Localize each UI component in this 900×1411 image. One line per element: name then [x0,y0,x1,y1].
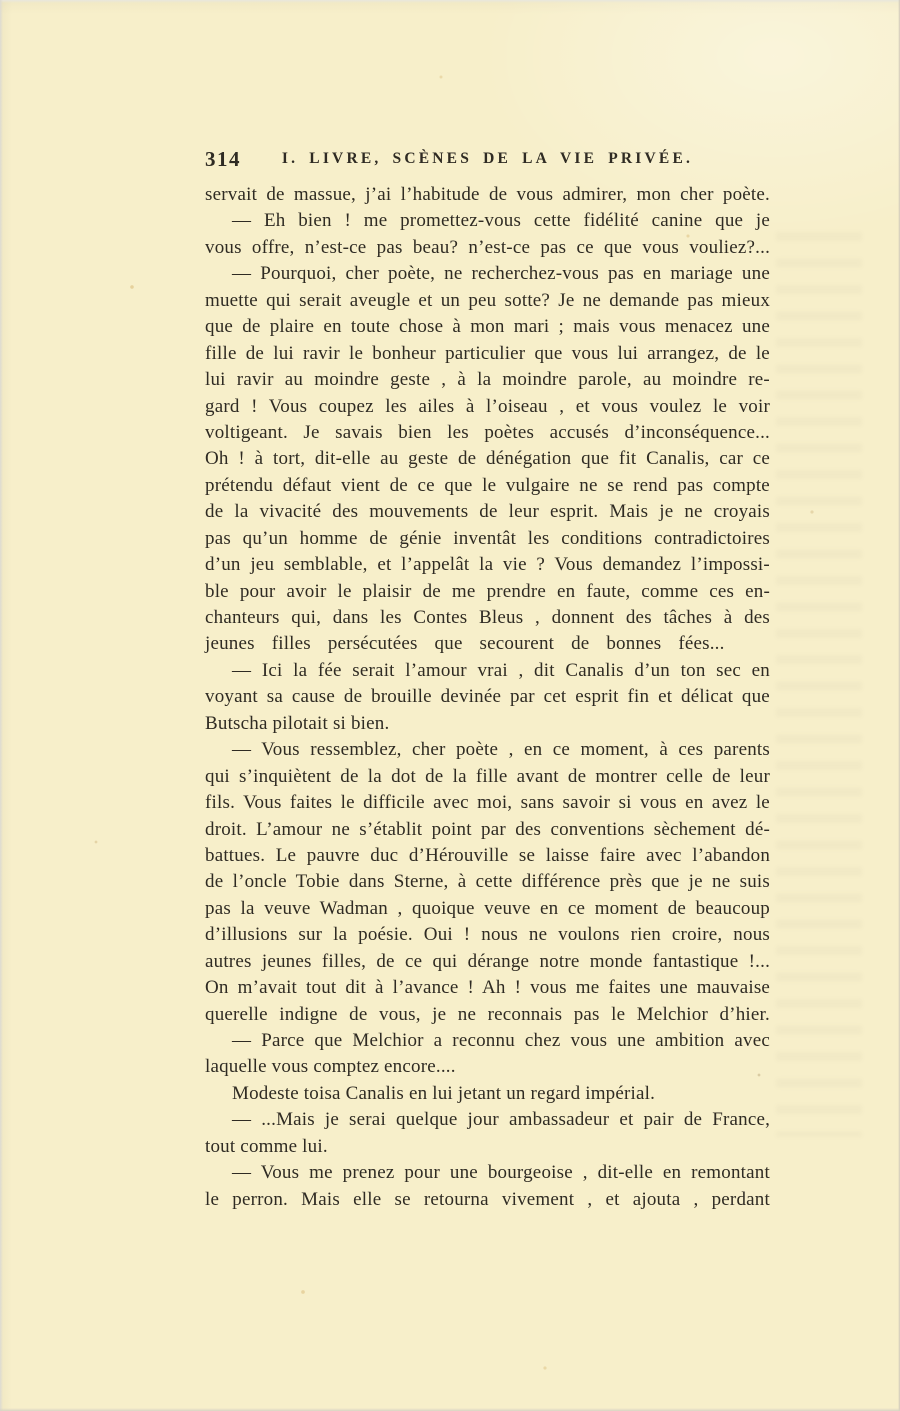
text-line: pas qu’un homme de génie inventât les conditions contradictoires [205,527,770,549]
text-line: — ...Mais je serai quelque jour ambassadeur et pair de France, [232,1109,771,1131]
text-line: lui ravir au moindre geste , à la moindre parole, au moindre re- [205,369,770,391]
text-line: prétendu défaut vient de ce que le vulgaire ne se rend pas compte [205,474,770,496]
text-line: pas la veuve Wadman , quoique veuve en ce moment de beaucoup [205,897,770,919]
text-line: d’un jeu semblable, et l’appelât la vie ? Vous demandez l’impossi- [205,554,770,576]
text-line: — Parce que Melchior a reconnu chez vous une ambition avec [232,1030,770,1051]
text-line: — Pourquoi, cher poète, ne recherchez-vous pas en mariage une [232,263,770,285]
text-line: chanteurs qui, dans les Contes Bleus , donnent des tâches à des [205,607,771,628]
text-line: — Vous me prenez pour une bourgeoise , dit-elle en remontant [232,1162,770,1184]
page-number: 314 [205,147,241,171]
text-line: d’illusions sur la poésie. Oui ! nous ne voulons rien croire, nous [205,924,770,946]
text-line: fille de lui ravir le bonheur particulier que vous lui arrangez, de le [205,342,770,364]
text-line: autres jeunes filles, de ce qui dérange notre monde fantastique !... [205,950,771,972]
text-line: battues. Le pauvre duc d’Hérouville se laisse faire avec l’abandon [205,844,771,866]
text-line: vous offre, n’est-ce pas beau? n’est-ce pas ce que vous vouliez?... [205,236,771,258]
text-block [205,182,770,1213]
ink-bleed-through [776,232,862,1137]
text-line: voyant sa cause de brouille devinée par cet esprit fin et délicat que [205,686,770,708]
text-line: ble pour avoir le plaisir de me prendre en faute, comme ces en- [205,580,770,602]
scan-edge-top [0,0,900,3]
text-line: Modeste toisa Canalis en lui jetant un regard impérial. [232,1082,656,1104]
text-line: servait de massue, j’ai l’habitude de vous admirer, mon cher poète. [205,184,770,205]
text-line: — Vous ressemblez, cher poète , en ce moment, à ces parents [232,739,770,761]
text-line: muette qui serait aveugle et un peu sotte? Je ne demande pas mieux [205,289,771,311]
text-line: — Ici la fée serait l’amour vrai , dit Canalis d’un ton sec en [232,659,770,681]
scan-edge-left [0,0,3,1411]
text-line: gard ! Vous coupez les ailes à l’oiseau , et vous voulez le voir [205,395,770,417]
running-head [205,147,770,175]
text-line: laquelle vous comptez encore.... [205,1056,456,1078]
text-line: fils. Vous faites le difficile avec moi, sans savoir si vous en avez le [205,792,770,814]
text-line: querelle indigne de vous, je ne reconnais pas le Melchior d’hier. [205,1003,770,1025]
text-line: de l’oncle Tobie dans Sterne, à cette différence près que je ne suis [205,871,771,893]
text-line: Oh ! à tort, dit-elle au geste de dénégation que fit Canalis, car ce [205,448,771,470]
text-line: voltigeant. Je savais bien les poètes accusés d’inconséquence... [205,421,770,443]
text-line: jeunes filles persécutées que secourent de bonnes fées... [205,633,725,655]
text-line: Butscha pilotait si bien. [205,712,390,734]
text-line: le perron. Mais elle se retourna vivement , et ajouta , perdant [205,1188,770,1210]
header-title: I. LIVRE, SCÈNES DE LA VIE PRIVÉE. [281,150,694,167]
text-line: qui s’inquiètent de la dot de la fille avant de montrer celle de leur [205,765,770,787]
text-line: que de plaire en toute chose à mon mari ; mais vous menacez une [205,316,770,338]
text-line: On m’avait tout dit à l’avance ! Ah ! vous me faites une mauvaise [205,977,771,999]
text-line: de la vivacité des mouvements de leur esprit. Mais je ne croyais [205,501,770,523]
text-line: droit. L’amour ne s’établit point par des conventions sèchement dé- [205,818,770,840]
text-line: tout comme lui. [205,1135,328,1157]
text-line: — Eh bien ! me promettez-vous cette fidélité canine que je [232,210,771,232]
